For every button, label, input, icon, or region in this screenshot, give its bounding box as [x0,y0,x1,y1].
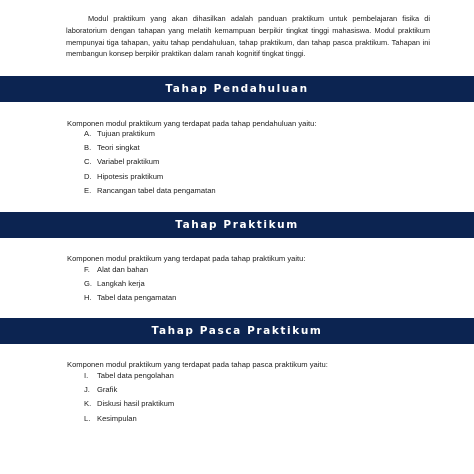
list-item [84,291,176,305]
list-letter: L. [84,413,91,423]
list-text: Variabel praktikum [97,157,160,167]
list-text: Teori singkat [97,143,140,153]
list-letter: E. [84,185,92,195]
list-letter: F. [84,265,90,274]
list-item [84,141,216,155]
component-list-praktikum [84,263,176,306]
list-letter: I. [84,371,89,380]
list-text: Kesimpulan [97,413,137,423]
list-letter: C. [84,157,92,167]
list-item [84,170,216,184]
list-text: Diskusi hasil praktikum [97,399,175,409]
list-letter: A. [84,129,92,138]
section-lead-praktikum: Komponen modul praktikum yang terdapat pada tahap praktikum yaitu: [67,254,306,263]
list-letter: H. [84,293,92,303]
section-heading-pasca-praktikum: Tahap Pasca Praktikum [0,318,474,344]
list-item [84,127,216,141]
section-lead-pasca-praktikum: Komponen modul praktikum yang terdapat pada tahap pasca praktikum yaitu: [67,360,328,369]
intro-paragraph: Modul praktikum yang akan dihasilkan adalah panduan praktikum untuk pembelajaran fisika di laboratorium dengan tahapan yang melatih kemampuan berpikir tingkat tinggi mahasiswa. Modul praktikum mempunyai tiga tahapan, yaitu tahap pendahuluan, tahap praktikum, dan tahap pasca praktikum. Tahapan ini membangun konsep berpikir praktikan dalam ranah kognitif tingkat tinggi. [66,14,430,59]
list-item [84,397,174,411]
list-item [84,412,174,426]
list-item [84,263,176,277]
list-letter: B. [84,143,92,153]
section-heading-pendahuluan: Tahap Pendahuluan [0,76,474,102]
list-item [84,155,216,169]
list-letter: G. [84,279,93,289]
component-list-pasca-praktikum [84,369,174,426]
section-heading-praktikum: Tahap Praktikum [0,212,474,238]
list-letter: D. [84,171,92,181]
list-item [84,184,216,198]
section-lead-pendahuluan: Komponen modul praktikum yang terdapat pada tahap pendahuluan yaitu: [67,119,317,128]
list-text: Tabel data pengolahan [97,371,174,380]
list-letter: K. [84,399,92,409]
component-list-pendahuluan [84,127,216,198]
list-letter: J. [84,385,90,395]
list-text: Grafik [97,385,118,395]
list-text: Rancangan tabel data pengamatan [97,185,216,195]
list-item [84,277,176,291]
list-item [84,383,174,397]
list-text: Alat dan bahan [97,265,149,274]
list-text: Tabel data pengamatan [97,293,177,303]
list-item [84,369,174,383]
list-text: Langkah kerja [97,279,145,289]
list-text: Tujuan praktikum [97,129,155,138]
list-text: Hipotesis praktikum [97,171,164,181]
